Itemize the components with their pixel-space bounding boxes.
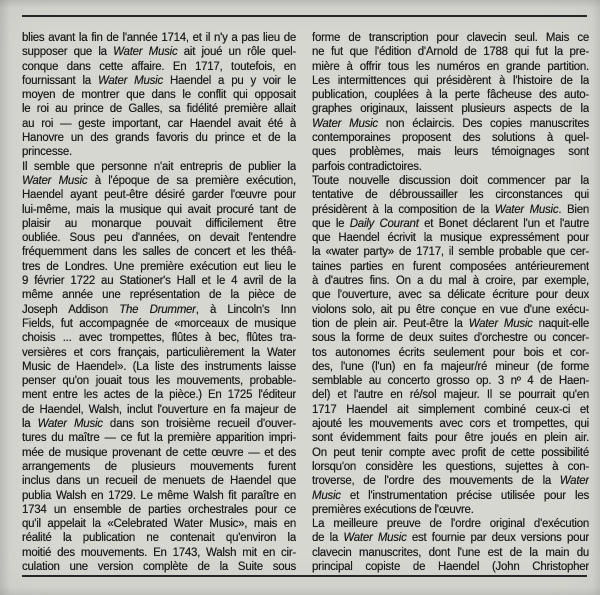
text-line: principal copiste de Haendel (John Christopher (312, 560, 589, 573)
text-line: On peut tenir compte avec profit de cette possibilité (312, 446, 589, 459)
text-line: Hanovre un des grands favoris du prince et de la (22, 132, 296, 145)
text-line: sont évidemment faits pour être joués en plein air. (312, 432, 589, 445)
italic-work-title: Water Music (113, 46, 178, 59)
italic-work-title: Water Music (343, 532, 407, 545)
text-line: forme de transcription pour clavecin seul. Mais ce (312, 32, 589, 44)
text-line: taines parties en furent composées antérieurement (312, 260, 589, 273)
text-line: au roi — geste important, car Haendel avait été à (22, 117, 296, 130)
text-line: princesse. (22, 146, 72, 159)
text-line: conque dans cette affaire. En 1717, toutefois, en (22, 60, 296, 73)
text-line: tres de Londres. Une première exécution eut lieu le (22, 260, 296, 273)
italic-work-title: Water Music (97, 74, 163, 87)
text-line: ques problèmes, mais leurs témoignages sont (312, 146, 589, 159)
text-line: mière à offrir tous les numéros en grande partition. (312, 60, 589, 73)
text-line: que l'ouverture, avec sa délicate écriture pour deux (312, 289, 589, 302)
text-line: Toute nouvelle discussion doit commencer par la (312, 174, 589, 187)
text-line: tion de plein air. Peut-être la Water Music naquit-elle (312, 317, 589, 330)
text-line: Joseph Addison The Drummer, à Lincoln's Inn (22, 303, 296, 316)
text-line: publication, couplées à la perte fâcheuse des auto- (312, 89, 589, 102)
bottom-rule (22, 575, 587, 577)
text-line: Music et l'instrumentation précise utilisée pour les (312, 489, 589, 502)
text-line: oubliée. Sous peu d'années, on devait l'entendre (22, 232, 296, 245)
text-line: tos autonomes écrits seulement pour bois et cor- (312, 346, 589, 359)
text-line: 9 février 1722 au Stationer's Hall et le 4 avril de la (22, 275, 296, 288)
italic-work-title: Water Music (312, 117, 378, 130)
text-line: arrangements de plusieurs mouvements furent (22, 460, 296, 473)
top-rule (22, 15, 587, 17)
text-line: que le Daily Courant et Bonet déclarent l'un et l'autre (312, 217, 589, 230)
text-line: clavecin manuscrites, dont l'une est de la main du (312, 546, 589, 559)
text-line: inclus dans un recueil de menuets de Haendel que (22, 475, 296, 488)
text-line: que Haendel écrivit la musique expressément pour (312, 232, 589, 245)
text-line: versières et cors français, particulièrement la Water (22, 346, 296, 359)
text-line: la Water Music dans son troisième recueil d'ouver- (22, 418, 296, 431)
text-line: même année une représentation de la pièce de (22, 289, 296, 302)
text-line: présidèrent à la composition de la Water Music. Bien (312, 203, 589, 216)
italic-work-title: Daily Courant (349, 217, 419, 230)
text-line: Music de Haendel». (La liste des instruments laisse (22, 360, 296, 373)
text-line: fournissant la Water Music Haendel a pu y voir le (22, 74, 296, 87)
text-line: lorsqu'on considère les questions, sujettes à con- (312, 460, 589, 473)
italic-work-title: Water Music (468, 317, 533, 330)
text-line: Water Music non éclaircis. Des copies manuscrites (312, 117, 589, 130)
text-line: penser qu'on jouait tous les mouvements, probable- (22, 375, 296, 388)
text-line: parfois contradictoires. (312, 160, 422, 173)
text-line: plaisir au monarque pouvait difficilement être (22, 217, 296, 230)
text-line: de la Water Music est fournie par deux versions pour (312, 532, 589, 545)
text-line: premières exécutions de l'œuvre. (312, 503, 474, 516)
text-line: culation une version complète de la Suite sous (22, 560, 296, 573)
text-line: le roi au prince de Galles, sa fidélité première allait (22, 103, 296, 116)
text-line: tures du maître — ce fut la première apparition impri- (22, 432, 296, 445)
text-line: de Haendel, Walsh, inclut l'ouverture en fa majeur de (22, 403, 296, 416)
italic-work-title: Water Music (494, 203, 559, 216)
text-line: moyen de montrer que dans le conflit qui opposait (22, 89, 296, 102)
text-line: qu'il appelait la «Celebrated Water Music», mais en (22, 518, 296, 531)
text-line: Haendel ayant peut-être désiré garder l'œuvre pour (22, 189, 296, 202)
italic-work-title: Music (312, 489, 341, 502)
text-line: ment entre les actes de la pièce.) En 1725 l'éditeur (22, 389, 296, 402)
text-line: tentative de débroussailler les circonstances qui (312, 189, 589, 202)
text-line: Il semble que personne n'ait entrepris de publier la (22, 160, 296, 173)
text-line: ne fut que l'édition d'Arnold de 1788 qui fut la pre- (312, 46, 589, 59)
text-line: sous la forme de deux suites d'orchestre ou concer- (312, 332, 589, 345)
text-line: Les intermittences qui présidèrent à l'histoire de la (312, 74, 589, 87)
text-line: violons solo, ait pu être conçue en vue d'une exécu- (312, 303, 589, 316)
text-line: supposer que la Water Music ait joué un rôle quel- (22, 46, 296, 59)
text-line: Fields, fut accompagnée de «morceaux de musique (22, 317, 296, 330)
text-line: del) et l'autre en ré/sol majeur. Il se pourrait qu'en (312, 389, 589, 402)
text-line: lui-même, mais la musique qui avait procuré tant de (22, 203, 296, 216)
text-line: des, l'une (l'un) en fa majeur/ré mineur (de forme (312, 360, 589, 373)
text-column-right (312, 31, 589, 574)
text-line: ajouté les mouvements avec cors et trompettes, qui (312, 418, 589, 431)
italic-work-title: The Drummer (119, 303, 196, 316)
italic-work-title: Water Music (37, 418, 103, 431)
text-line: à d'autres fins. On a du mal à croire, par exemple, (312, 275, 589, 288)
text-line: Water Music à l'époque de sa première exécution, (22, 174, 296, 187)
text-line: semblable au concerto grosso op. 3 nº 4 de Haen- (312, 375, 589, 388)
text-line: moitié des mouvements. En 1743, Walsh mit en cir- (22, 546, 296, 559)
text-line: contemporaines proposent des solutions à quel- (312, 132, 589, 145)
text-line: troverse, de l'ordre des mouvements de la Water (312, 475, 589, 488)
text-line: 1734 un ensemble de parties orchestrales pour ce (22, 503, 296, 516)
text-line: la «water party» de 1717, il semble probable que cer- (312, 246, 589, 259)
text-line: graphes originaux, laissent plusieurs aspects de la (312, 103, 589, 116)
text-line: réalité la publication ne contenait qu'environ la (22, 532, 296, 545)
text-line: publia Walsh en 1729. Le même Walsh fit paraître en (22, 489, 296, 502)
italic-work-title: Water Music (22, 174, 88, 187)
text-line: choisis ... avec trompettes, flûtes à bec, flûtes tra- (22, 332, 296, 345)
text-line: mée de musique provenant de cette œuvre — et des (22, 446, 296, 459)
text-line: 1717 Haendel ait simplement combiné ceux-ci et (312, 403, 589, 416)
text-line: La meilleure preuve de l'ordre original d'exécution (312, 518, 589, 531)
text-line: fréquemment dans les salles de concert et les théâ- (22, 246, 296, 259)
text-line: blies avant la fin de l'année 1714, et il n'y a pas lieu de (22, 32, 296, 44)
italic-work-title: Water (559, 475, 589, 488)
text-column-left (22, 31, 296, 574)
